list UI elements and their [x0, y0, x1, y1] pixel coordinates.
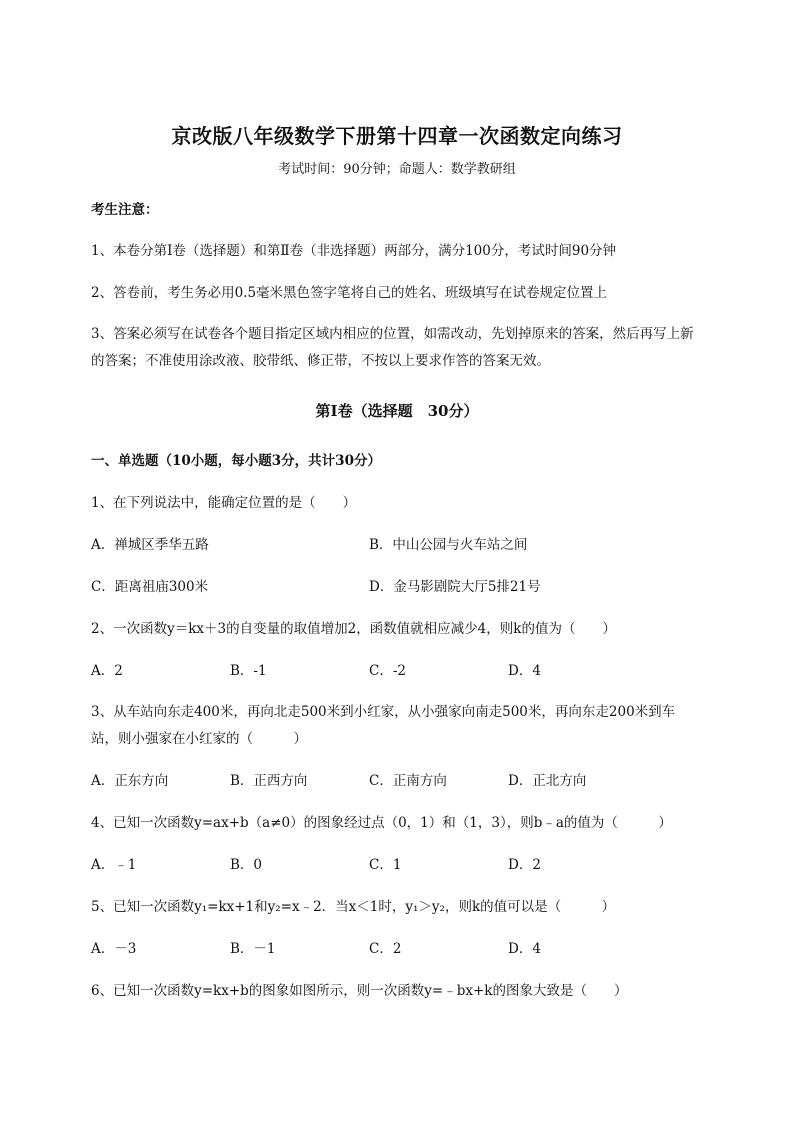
- question-5-stem: 5、已知一次函数y₁=kx+1和y₂=x﹣2．当x＜1时，y₁＞y₂，则k的值可以是（ ）: [91, 899, 616, 915]
- question-5-option-d: D．4: [508, 941, 541, 957]
- question-5-option-a: A．－3: [91, 941, 137, 957]
- section-title: 第I卷（选择题 30分）: [315, 402, 479, 420]
- question-2-option-d: D．4: [508, 663, 541, 679]
- question-1-option-a: A．禅城区季华五路: [91, 537, 209, 553]
- question-2-option-c: C．-2: [369, 663, 406, 679]
- question-6-stem: 6、已知一次函数y=kx+b的图象如图所示，则一次函数y=﹣bx+k的图象大致是（ ）: [91, 983, 628, 999]
- question-3-stem-cont: 站，则小强家在小红家的（ ）: [91, 731, 307, 747]
- page-title: 京改版八年级数学下册第十四章一次函数定向练习: [171, 124, 623, 148]
- question-5-option-b: B．－1: [230, 941, 276, 957]
- question-4-option-d: D．2: [508, 857, 541, 873]
- question-3-option-a: A．正东方向: [91, 773, 169, 789]
- question-4-option-a: A．﹣1: [91, 857, 137, 873]
- notice-item-3-cont: 的答案；不准使用涂改液、胶带纸、修正带，不按以上要求作答的答案无效。: [91, 353, 550, 369]
- question-1-option-b: B．中山公园与火车站之间: [369, 537, 528, 553]
- question-1-stem: 1、在下列说法中，能确定位置的是（ ）: [91, 495, 357, 511]
- question-2-stem: 2、一次函数y＝kx＋3的自变量的取值增加2，函数值就相应减少4，则k的值为（ ）: [91, 621, 616, 637]
- notice-item-2: 2、答卷前，考生务必用0.5毫米黑色签字笔将自己的姓名、班级填写在试卷规定位置上: [91, 285, 608, 301]
- question-3-option-c: C．正南方向: [369, 773, 447, 789]
- notice-item-1: 1、本卷分第I卷（选择题）和第Ⅱ卷（非选择题）两部分，满分100分，考试时间90分钟: [91, 243, 617, 259]
- question-3-option-d: D．正北方向: [508, 773, 587, 789]
- question-4-option-b: B．0: [230, 857, 263, 873]
- question-1-option-d: D．金马影剧院大厅5排21号: [369, 579, 541, 595]
- part-heading: 一、单选题（10小题，每小题3分，共计30分）: [91, 453, 381, 469]
- exam-info: 考试时间：90分钟；命题人：数学教研组: [278, 162, 516, 177]
- question-3-option-b: B．正西方向: [230, 773, 308, 789]
- notice-item-3: 3、答案必须写在试卷各个题目指定区域内相应的位置，如需改动，先划掉原来的答案，然后再写上新: [91, 326, 694, 342]
- question-2-option-a: A．2: [91, 663, 123, 679]
- question-5-option-c: C．2: [369, 941, 402, 957]
- notice-heading: 考生注意：: [91, 202, 159, 218]
- question-1-option-c: C．距离祖庙300米: [91, 579, 209, 595]
- question-4-stem: 4、已知一次函数y=ax+b（a≠0）的图象经过点（0，1）和（1，3），则b﹣a的值为（ ）: [91, 815, 672, 831]
- question-4-option-c: C．1: [369, 857, 402, 873]
- question-2-option-b: B．-1: [230, 663, 267, 679]
- question-3-stem: 3、从车站向东走400米，再向北走500米到小红家，从小强家向南走500米，再向东走200米到车: [91, 704, 676, 720]
